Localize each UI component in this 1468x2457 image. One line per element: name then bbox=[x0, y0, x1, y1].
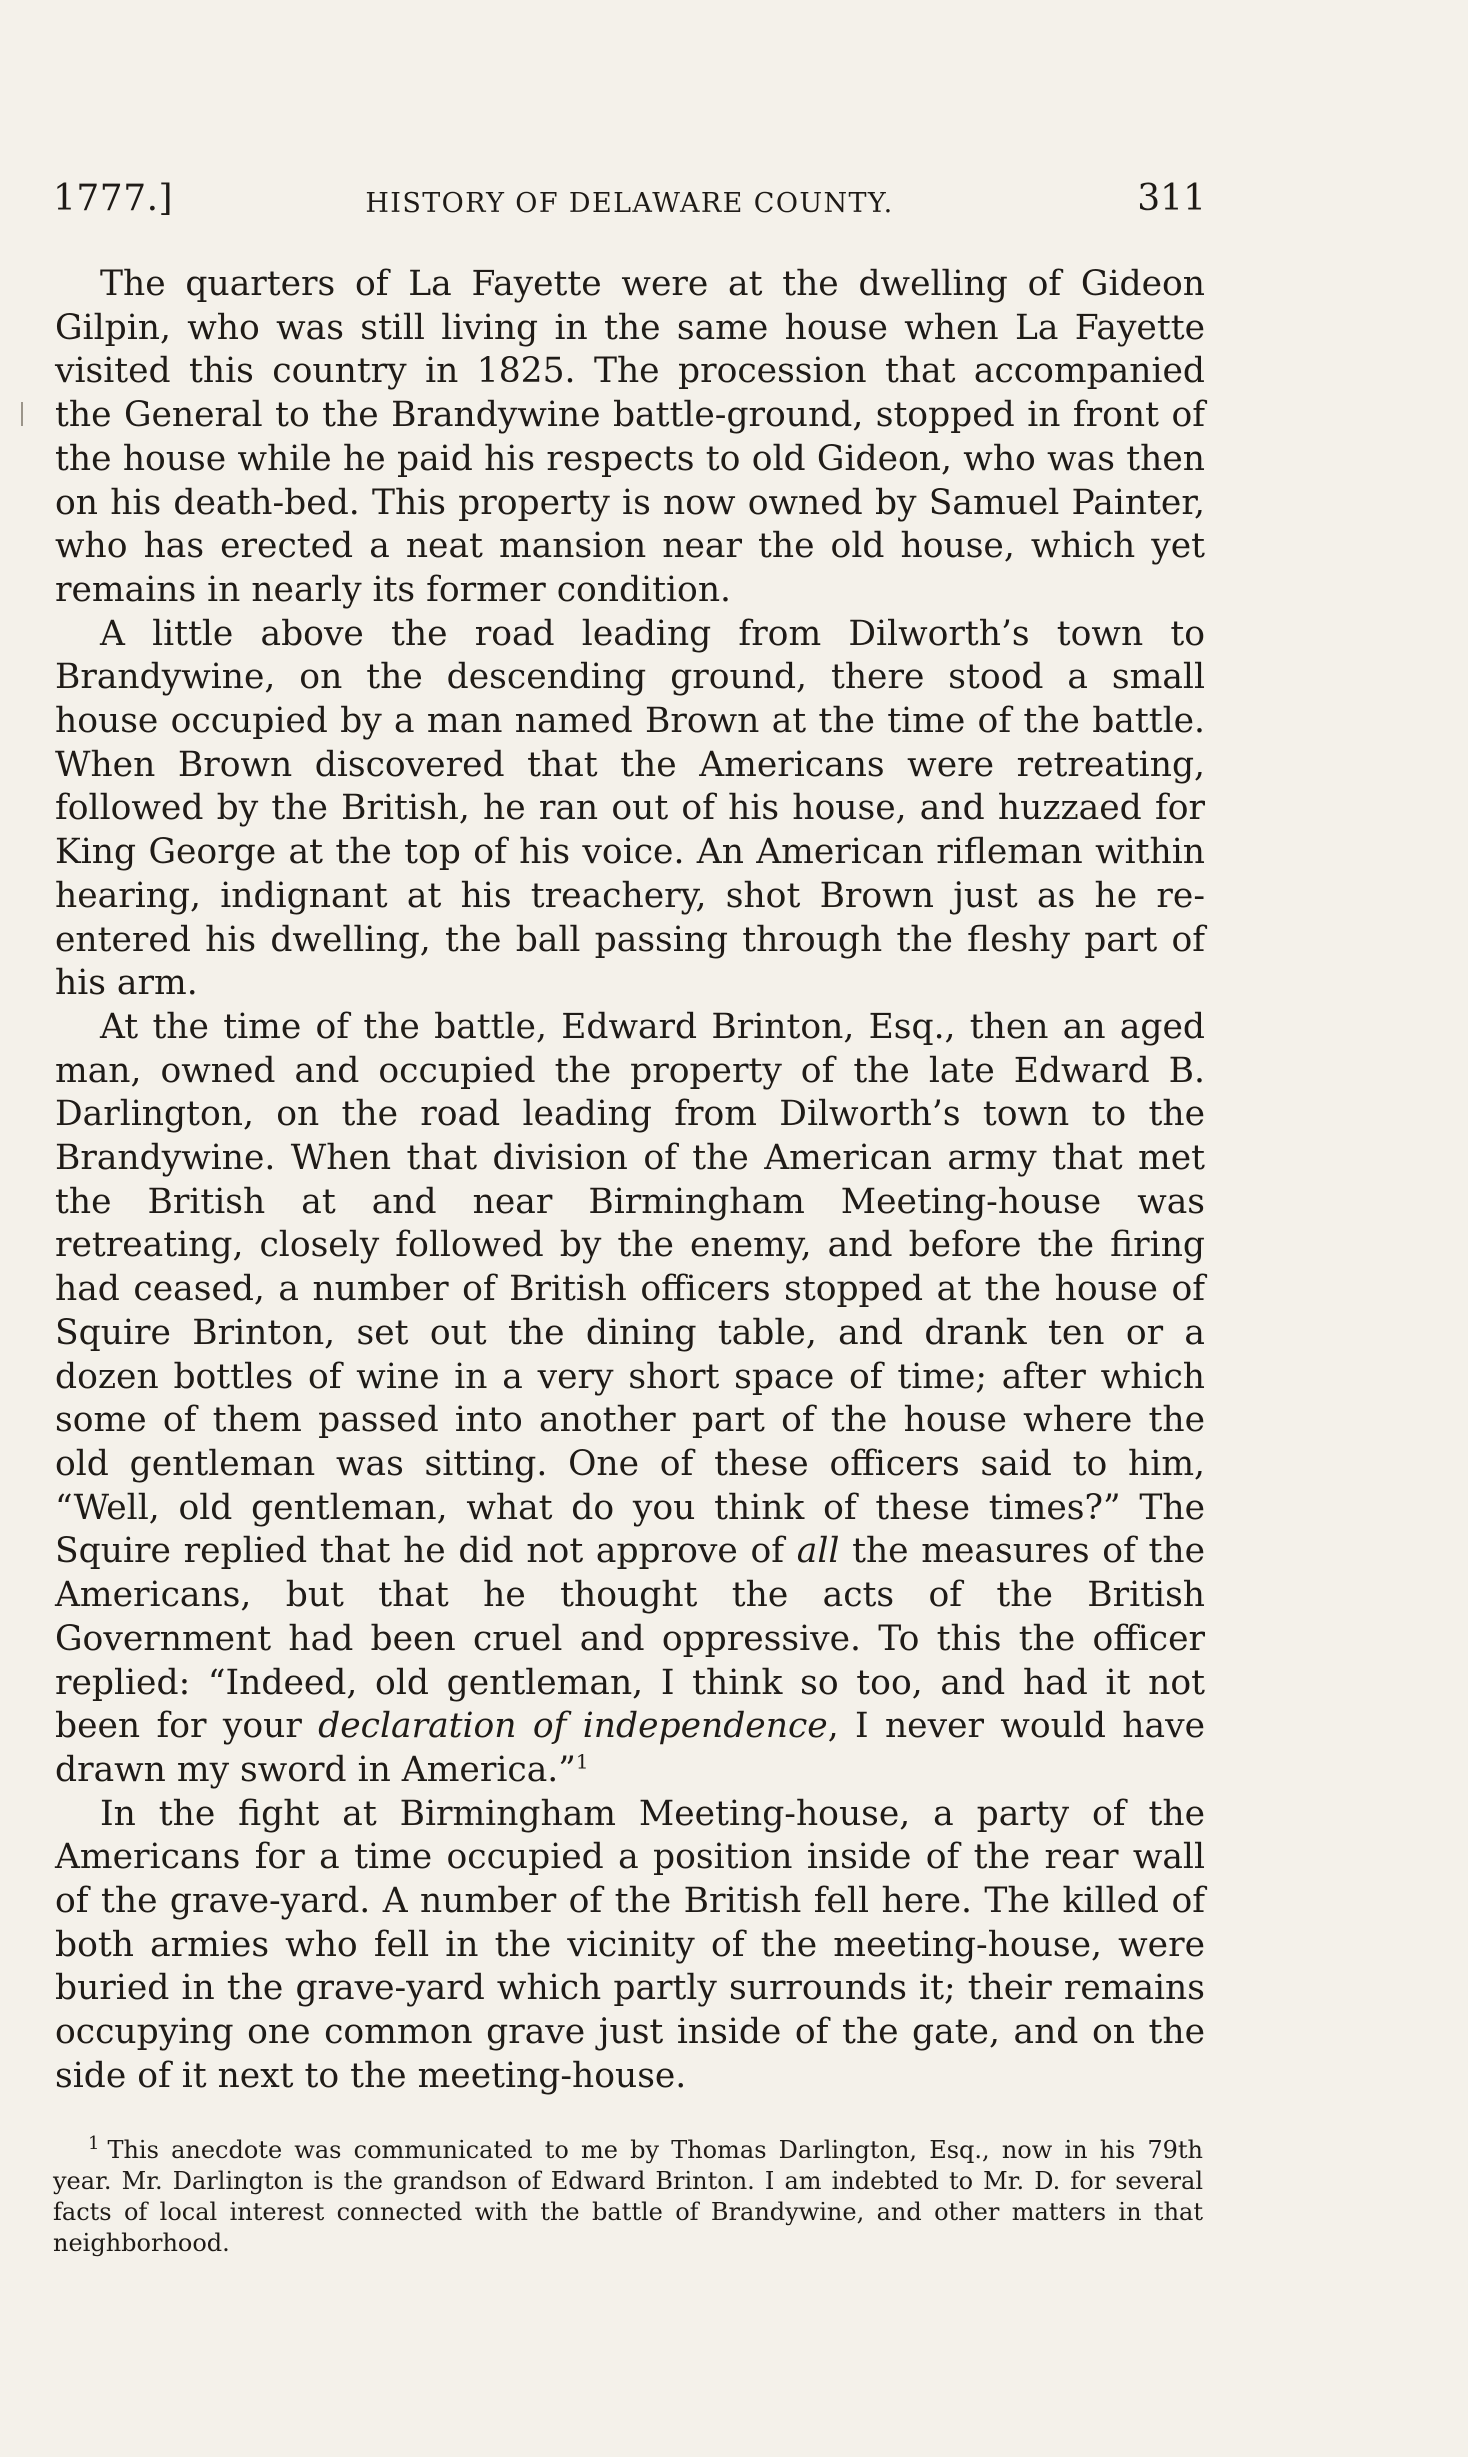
paragraph-lafayette-quarters: The quarters of La Fayette were at the dwelling of Gideon Gilpin, who was still living in the same house when La Fayette visited this country in 1825. The procession that accompanied the General to the Brandywine battle-ground, stopped in front of the house while he paid his respects to old Gideon, who was then on his death-bed. This property is now owned by Samuel Painter, who has erected a neat mansion near the old house, which yet remains in nearly its former condition. bbox=[55, 264, 1205, 610]
footnote-marker: 1 bbox=[88, 2133, 100, 2154]
footnote-reference: 1 bbox=[575, 1749, 589, 1774]
paragraph-brinton-anecdote bbox=[55, 1006, 1205, 1793]
paragraph-brinton-italic-declaration: declaration of independence bbox=[318, 1706, 828, 1747]
paragraph-birmingham-fight: In the fight at Birmingham Meeting-house, a party of the Americans for a time occupied a position inside of the rear wall of the grave-yard. A number of the British fell here. The killed of both armies who fell in the vicinity of the meeting-house, were buried in the grave-yard which partly surrounds it; their remains occupying one common grave just inside of the gate, and on the side of it next to the meeting-house. bbox=[55, 1793, 1205, 2096]
running-head-year: 1777.] bbox=[53, 178, 174, 219]
footnote-text: This anecdote was communicated to me by Thomas Darlington, Esq., now in his 79th year. Mr. Darlington is the grandson of Edward Brinton. I am indebted to Mr. D. for several facts of local interest connected with the battle of Brandywine, and other matters in that neighborhood. bbox=[53, 2136, 1203, 2257]
paragraph-brinton-italic-all: all bbox=[796, 1531, 840, 1572]
paragraph-brinton-text-part1: At the time of the battle, Edward Brinton, Esq., then an aged man, owned and occupied the property of the late Edward B. Darlington, on the road leading from Dilworth’s town to the Brandywine. When that division of the American army that met the British at and near Birmingham Meeting-house was retreating, closely followed by the enemy, and before the firing had ceased, a number of British officers stopped at the house of Squire Brinton, set out the dining table, and drank ten or a dozen bottles of wine in a very short space of time; after which some of them passed into another part of the house where the old gentleman was sitting. One of these officers said to him, “Well, old gentleman, what do you think of these times?” The Squire replied that he did not approve of bbox=[55, 1006, 1205, 1572]
page-number: 311 bbox=[1137, 178, 1206, 219]
paper-mark bbox=[21, 402, 23, 426]
running-head-title: HISTORY OF DELAWARE COUNTY. bbox=[365, 188, 894, 219]
paragraph-brown-anecdote: A little above the road leading from Dilworth’s town to Brandywine, on the descending ground, there stood a small house occupied by a man named Brown at the time of the battle. When Brown discovered that the Americans were retreating, followed by the British, he ran out of his house, and huzzaed for King George at the top of his voice. An American rifleman within hearing, indignant at his treachery, shot Brown just as he re-entered his dwelling, the ball passing through the fleshy part of his arm. bbox=[55, 613, 1205, 1004]
body-text bbox=[55, 263, 1205, 2099]
paragraph-brinton-text-part2: the measures of the Americans, but that he thought the acts of the British Government had been cruel and oppressive. To this the officer replied: “Indeed, old gentleman, I think so too, and had it not been for your bbox=[55, 1531, 1205, 1747]
footnote bbox=[53, 2135, 1203, 2259]
running-head bbox=[53, 178, 1206, 228]
paragraph-brinton-text-part3: , I never would have drawn my sword in America.” bbox=[55, 1706, 1205, 1790]
